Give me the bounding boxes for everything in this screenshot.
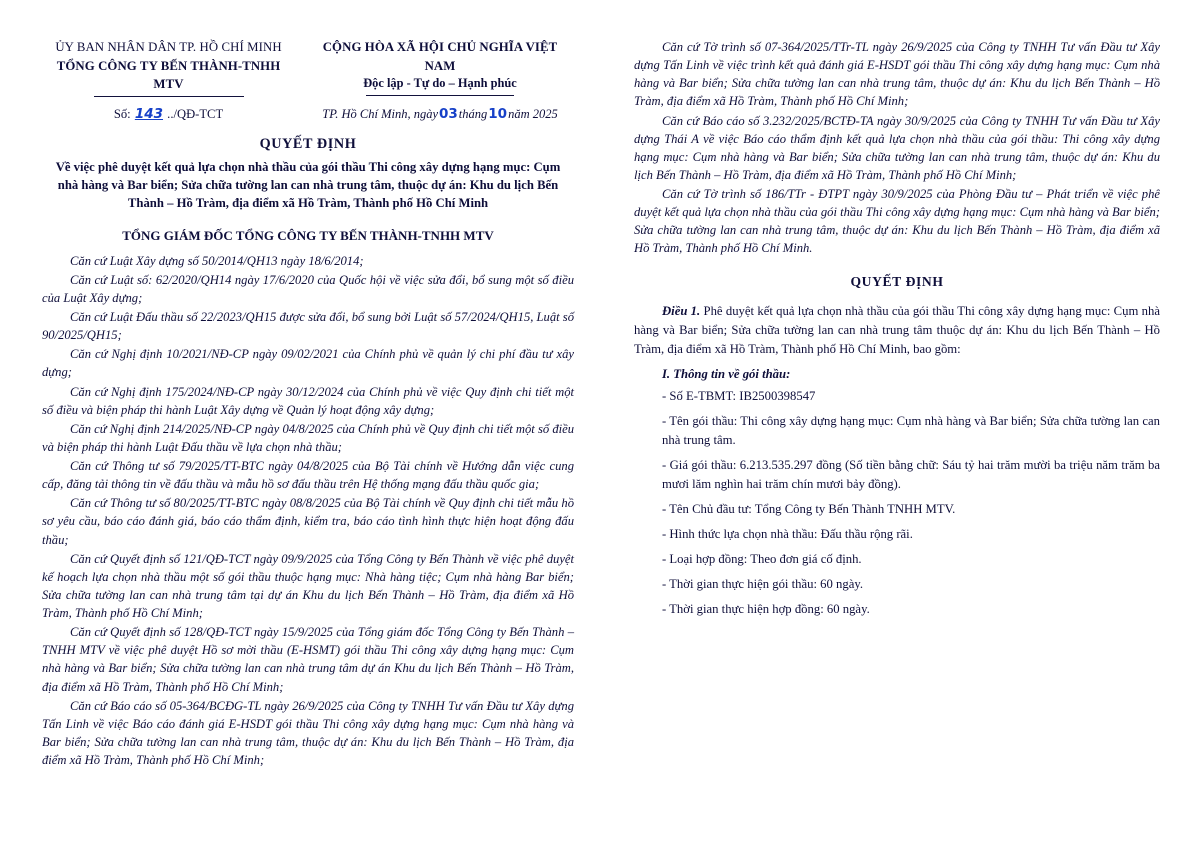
article-one-label: Điều 1. <box>662 303 701 318</box>
letterhead-rule-left <box>94 96 244 97</box>
legal-basis-paragraph: Căn cứ Luật số: 62/2020/QH14 ngày 17/6/2020 của Quốc hội về việc sửa đổi, bổ sung một số điều của Luật Xây dựng; <box>42 272 574 305</box>
document-date <box>306 106 574 122</box>
legal-basis-paragraph: Căn cứ Thông tư số 80/2025/TT-BTC ngày 08/8/2025 của Bộ Tài chính về Quy định chi tiết mẫu hồ sơ yêu cầu, báo cáo đánh giá, báo cáo thẩm định, kiểm tra, báo cáo tình hình thực hiện hoạt động đấu thầu; <box>42 496 574 547</box>
legal-basis-paragraph: Căn cứ Luật Đấu thầu số 22/2023/QH15 được sửa đổi, bổ sung bởi Luật số 57/2024/QH15, Luật số 90/2025/QH15; <box>42 310 574 343</box>
list-item: - Giá gói thầu: 6.213.535.297 đồng (Số tiền bằng chữ: Sáu tỷ hai trăm mười ba triệu năm trăm ba mươi lăm nghìn hai trăm chín mươi bảy đồng). <box>662 457 1160 491</box>
legal-basis-paragraph: Căn cứ Tờ trình số 186/TTr - ĐTPT ngày 30/9/2025 của Phòng Đầu tư – Phát triển về việc phê duyệt kết quả lựa chọn nhà thầu của gói thầu Thi công xây dựng hạng mục: Cụm nhà hàng và Bar biển; Sửa chữa tường lan can nhà trung tâm, thuộc dự án: Khu du lịch Bến Thành – Hồ Tràm, địa điểm xã Hồ Tràm, Thành phố Hồ Chí Minh. <box>634 187 1160 256</box>
document-number-and-date <box>42 106 574 122</box>
package-info-list <box>634 387 1160 619</box>
document-subtitle: Về việc phê duyệt kết quả lựa chọn nhà thầu của gói thầu Thi công xây dựng hạng mục: Cụm nhà hàng và Bar biển; Sửa chữa tường lan can nhà trung tâm, thuộc dự án: Khu du lịch Bến Thành – Hồ Tràm, địa điểm xã Hồ Tràm, Thành phố Hồ Chí Minh <box>55 159 561 210</box>
legal-basis-paragraph: Căn cứ Báo cáo số 05-364/BCĐG-TL ngày 26/9/2025 của Công ty TNHH Tư vấn Đầu tư Xây dựng Tấn Linh về việc Báo cáo đánh giá E-HSDT gói thầu Thi công xây dựng hạng mục: Cụm nhà hàng và Bar biển; Sửa chữa tường lan can nhà trung tâm, thuộc dự án: Khu du lịch Bến Thành – Hồ Tràm, địa điểm xã Hồ Tràm, Thành phố Hồ Chí Minh; <box>42 698 574 768</box>
date-day-handwritten: 03 <box>439 105 458 122</box>
legal-basis-paragraph: Căn cứ Luật Xây dựng số 50/2014/QH13 ngày 18/6/2014; <box>70 253 364 268</box>
letterhead <box>42 38 574 97</box>
issuing-officer-title: TỔNG GIÁM ĐỐC TỔNG CÔNG TY BẾN THÀNH-TNHH MTV <box>122 227 494 243</box>
letterhead-national-heading <box>306 38 574 96</box>
list-item: - Hình thức lựa chọn nhà thầu: Đấu thầu rộng rãi. <box>662 526 913 541</box>
legal-basis-paragraph: Căn cứ Quyết định số 128/QĐ-TCT ngày 15/9/2025 của Tổng giám đốc Tổng Công ty Bến Thành – TNHH MTV về việc phê duyệt Hồ sơ mời thầu (E-HSMT) gói thầu Thi công xây dựng hạng mục: Cụm nhà hàng và Bar biển; Sửa chữa tường lan can nhà trung tâm dự án Khu du lịch Bến Thành – Hồ Tràm, địa điểm xã Hồ Tràm, Thành phố Hồ Chí Minh; <box>42 625 574 694</box>
list-item: - Số E-TBMT: IB2500398547 <box>662 388 816 403</box>
list-item: - Thời gian thực hiện gói thầu: 60 ngày. <box>662 577 864 592</box>
list-item: - Tên Chủ đầu tư: Tổng Công ty Bến Thành TNHH MTV. <box>662 501 956 516</box>
legal-basis-paragraph: Căn cứ Quyết định số 121/QĐ-TCT ngày 09/9/2025 của Tổng Công ty Bến Thành về việc phê duyệt kế hoạch lựa chọn nhà thầu một số gói thầu thuộc hạng mục: Nhà hàng tiệc; Cụm nhà hàng Bar biển; Sửa chữa tường lan can nhà trung tâm tại dự án Khu du lịch Bến Thành – Hồ Tràm, địa điểm xã Hồ Tràm, Thành phố Hồ Chí Minh; <box>42 551 574 621</box>
document-title-block <box>42 136 574 212</box>
list-item: - Thời gian thực hiện hợp đồng: 60 ngày. <box>662 602 870 617</box>
letterhead-rule-right <box>366 95 514 96</box>
article-one-paragraph <box>634 302 1160 359</box>
letterhead-issuing-org <box>42 38 295 97</box>
date-month-handwritten: 10 <box>488 105 508 122</box>
document-number-suffix: ../QĐ-TCT <box>167 106 224 121</box>
national-motto: Độc lập - Tự do – Hạnh phúc <box>363 76 517 91</box>
legal-basis-paragraph: Căn cứ Nghị định 10/2021/NĐ-CP ngày 09/02/2021 của Chính phủ về quản lý chi phí đầu tư xây dựng; <box>42 347 574 380</box>
legal-basis-paragraph: Căn cứ Báo cáo số 3.232/2025/BCTĐ-TA ngày 30/9/2025 của Công ty TNHH Tư vấn Đầu tư Xây dựng Thái A về việc Báo cáo thẩm định kết quả lựa chọn nhà thầu của gói thầu: Thi công xây dựng hạng mục: Cụm nhà hàng và Bar biển; Sửa chữa tường lan can nhà trung tâm, thuộc dự án: Khu du lịch Bến Thành – Hồ Tràm, địa điểm xã Hồ Tràm, Thành phố Hồ Chí Minh; <box>634 113 1160 182</box>
decision-heading: QUYẾT ĐỊNH <box>850 273 944 289</box>
document-number-handwritten: 143 <box>134 105 164 122</box>
page-title: QUYẾT ĐỊNH <box>259 135 357 152</box>
date-month-word: tháng <box>458 106 488 121</box>
authority-name: ỦY BAN NHÂN DÂN TP. HỒ CHÍ MINH <box>55 40 282 54</box>
list-item: - Loại hợp đồng: Theo đơn giá cố định. <box>662 551 862 566</box>
legal-basis-paragraph: Căn cứ Tờ trình số 07-364/2025/TTr-TL ngày 26/9/2025 của Công ty TNHH Tư vấn Đầu tư Xây dựng Tấn Linh về việc trình kết quả đánh giá E-HSDT gói thầu Thi công xây dựng hạng mục: Cụm nhà hàng và Bar biển; Sửa chữa tường lan can nhà trung tâm, thuộc dự án: Khu du lịch Bến Thành – Hồ Tràm, địa điểm xã Hồ Tràm, Thành phố Hồ Chí Minh; <box>634 40 1160 109</box>
company-name: TỔNG CÔNG TY BẾN THÀNH-TNHH MTV <box>56 58 281 92</box>
document-page-right <box>600 0 1200 849</box>
legal-basis-paragraph: Căn cứ Nghị định 175/2024/NĐ-CP ngày 30/12/2024 của Chính phủ về việc Quy định chi tiết một số điều và biện pháp thi hành Luật Xây dựng về Quản lý hoạt động xây dựng; <box>42 384 574 417</box>
date-place-prefix: TP. Hồ Chí Minh, ngày <box>322 106 438 121</box>
legal-basis-paragraph: Căn cứ Nghị định 214/2025/NĐ-CP ngày 04/8/2025 của Chính phủ về Quy định chi tiết một số điều và biện pháp thi hành Luật Đấu thầu về lựa chọn nhà thầu; <box>42 421 574 454</box>
document-number <box>42 106 295 122</box>
date-year: năm 2025 <box>508 106 558 121</box>
document-number-prefix: Số: <box>113 106 131 121</box>
article-one-text: Phê duyệt kết quả lựa chọn nhà thầu của gói thầu Thi công xây dựng hạng mục: Cụm nhà hàng và Bar biển; Sửa chữa tường lan can nhà trung tâm thuộc dự án: Khu du lịch Bến Thành – Hồ Tràm, địa điểm xã Hồ Tràm, Thành phố Hồ Chí Minh, bao gồm: <box>634 303 1160 356</box>
section-heading-package-info: I. Thông tin về gói thầu: <box>662 366 791 381</box>
list-item: - Tên gói thầu: Thi công xây dựng hạng mục: Cụm nhà hàng và Bar biển; Sửa chữa tường lan can nhà trung tâm. <box>662 413 1160 447</box>
national-title: CỘNG HÒA XÃ HỘI CHỦ NGHĨA VIỆT NAM <box>322 40 558 73</box>
legal-basis-paragraph: Căn cứ Thông tư số 79/2025/TT-BTC ngày 04/8/2025 của Bộ Tài chính về Hướng dẫn việc cung cấp, đăng tải thông tin về đấu thầu và mẫu hồ sơ đấu thầu trên Hệ thống mạng đấu thầu quốc gia; <box>42 459 574 492</box>
